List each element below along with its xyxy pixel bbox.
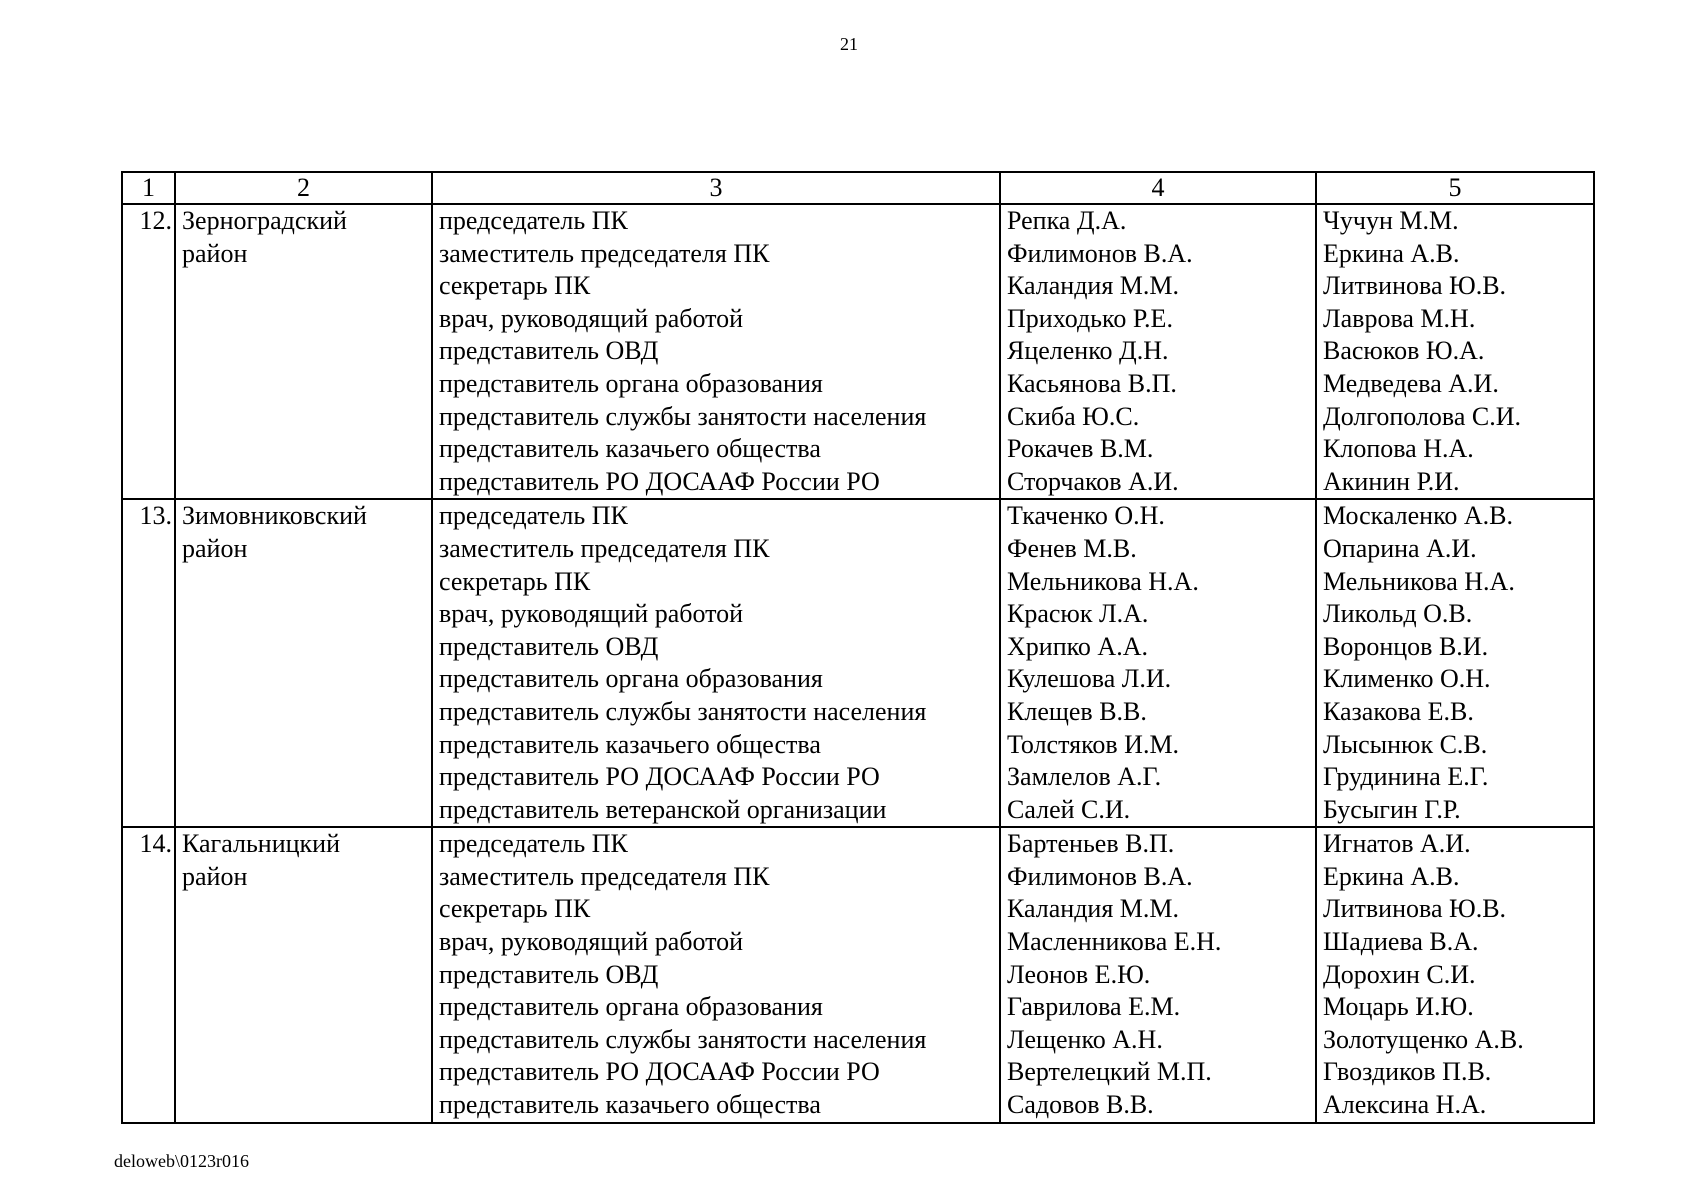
role-cell	[432, 827, 1000, 1122]
role-cell-line: врач, руководящий работой	[439, 927, 744, 957]
member-cell-line: Филимонов В.А.	[1007, 238, 1193, 268]
role-cell	[432, 499, 1000, 827]
role-cell-line: председатель ПК	[439, 501, 628, 531]
member-cell-line: Касьянова В.П.	[1007, 368, 1177, 398]
role-cell-line: представитель органа образования	[439, 368, 823, 398]
district-cell-line: Кагальницкий	[182, 829, 341, 859]
reserve-cell-line: Опарина А.И.	[1323, 533, 1477, 563]
role-cell-line: представитель службы занятости населения	[439, 696, 927, 726]
district-cell-line: район	[182, 238, 248, 268]
role-cell-line: представитель ОВД	[439, 336, 659, 366]
reserve-cell-line: Лаврова М.Н.	[1323, 303, 1476, 333]
header-row	[122, 172, 1594, 204]
member-cell-line: Масленникова Е.Н.	[1007, 927, 1222, 957]
role-cell-line: представитель ОВД	[439, 959, 659, 989]
role-cell-line: заместитель председателя ПК	[439, 238, 770, 268]
table-row	[122, 204, 1594, 499]
reserve-cell-line: Гвоздиков П.В.	[1323, 1057, 1492, 1087]
role-cell-line: представитель РО ДОСААФ России РО	[439, 762, 880, 792]
member-cell-line: Красюк Л.А.	[1007, 599, 1149, 629]
member-cell	[1000, 204, 1316, 499]
reserve-cell-line: Долгополова С.И.	[1323, 401, 1522, 431]
reserve-cell-line: Чучун М.М.	[1323, 206, 1459, 235]
header-col-4: 4	[1000, 172, 1316, 204]
reserve-cell-line: Акинин Р.И.	[1323, 466, 1460, 496]
footer-document-code: deloweb\0123r016	[114, 1151, 249, 1171]
reserve-cell-line: Шадиева В.А.	[1323, 927, 1479, 957]
member-cell-line: Сторчаков А.И.	[1007, 466, 1179, 496]
member-cell-line: Леонов Е.Ю.	[1007, 959, 1151, 989]
reserve-cell-line: Дорохин С.И.	[1323, 959, 1476, 989]
table-header	[122, 172, 1594, 204]
member-cell	[1000, 827, 1316, 1122]
table-row	[122, 499, 1594, 827]
member-cell-line: Каландия М.М.	[1007, 271, 1180, 301]
role-cell-line: представитель ОВД	[439, 631, 659, 661]
reserve-cell-line: Медведева А.И.	[1323, 368, 1499, 398]
reserve-cell-line: Лысынюк С.В.	[1323, 729, 1488, 759]
member-cell-line: Лещенко А.Н.	[1007, 1024, 1163, 1054]
role-cell-line: представитель службы занятости населения	[439, 401, 927, 431]
row-number: 14.	[139, 829, 172, 859]
role-cell-line: представитель РО ДОСААФ России РО	[439, 466, 880, 496]
reserve-cell	[1316, 827, 1594, 1122]
reserve-cell-line: Алексина Н.А.	[1323, 1090, 1487, 1120]
reserve-cell-line: Литвинова Ю.В.	[1323, 271, 1507, 301]
row-number-cell	[122, 204, 175, 499]
row-number-cell	[122, 499, 175, 827]
reserve-cell	[1316, 204, 1594, 499]
reserve-cell-line: Клопова Н.А.	[1323, 434, 1474, 464]
page-number: 21	[840, 34, 858, 54]
table-row	[122, 827, 1594, 1122]
header-col-3: 3	[432, 172, 1000, 204]
role-cell-line: заместитель председателя ПК	[439, 533, 770, 563]
member-cell-line: Гаврилова Е.М.	[1007, 992, 1181, 1022]
role-cell-line: заместитель председателя ПК	[439, 861, 770, 891]
member-cell-line: Фенев М.В.	[1007, 533, 1137, 563]
commission-table	[121, 171, 1595, 1124]
role-cell-line: представитель казачьего общества	[439, 729, 821, 759]
role-cell-line: председатель ПК	[439, 206, 628, 235]
member-cell-line: Салей С.И.	[1007, 794, 1131, 824]
member-cell-line: Замлелов А.Г.	[1007, 762, 1162, 792]
district-cell	[175, 204, 432, 499]
district-cell-line: район	[182, 533, 248, 563]
reserve-cell-line: Бусыгин Г.Р.	[1323, 794, 1461, 824]
member-cell-line: Толстяков И.М.	[1007, 729, 1180, 759]
header-col-2: 2	[175, 172, 432, 204]
member-cell-line: Рокачев В.М.	[1007, 434, 1154, 464]
row-number: 13.	[139, 501, 172, 531]
member-cell-line: Хрипко А.А.	[1007, 631, 1148, 661]
row-number: 12.	[139, 206, 172, 235]
table-body	[122, 204, 1594, 1123]
member-cell-line: Садовов В.В.	[1007, 1090, 1154, 1120]
reserve-cell-line: Воронцов В.И.	[1323, 631, 1489, 661]
member-cell-line: Репка Д.А.	[1007, 206, 1127, 235]
role-cell-line: представитель казачьего общества	[439, 1090, 821, 1120]
reserve-cell-line: Еркина А.В.	[1323, 238, 1460, 268]
member-cell-line: Клещев В.В.	[1007, 696, 1147, 726]
member-cell-line: Филимонов В.А.	[1007, 861, 1193, 891]
reserve-cell-line: Моцарь И.Ю.	[1323, 992, 1474, 1022]
member-cell-line: Вертелецкий М.П.	[1007, 1057, 1212, 1087]
member-cell-line: Каландия М.М.	[1007, 894, 1180, 924]
header-col-1: 1	[122, 172, 175, 204]
role-cell-line: секретарь ПК	[439, 566, 591, 596]
reserve-cell-line: Москаленко А.В.	[1323, 501, 1514, 531]
reserve-cell-line: Казакова Е.В.	[1323, 696, 1474, 726]
reserve-cell	[1316, 499, 1594, 827]
role-cell-line: председатель ПК	[439, 829, 628, 859]
header-col-5: 5	[1316, 172, 1594, 204]
row-number-cell	[122, 827, 175, 1122]
role-cell-line: секретарь ПК	[439, 271, 591, 301]
role-cell-line: представитель службы занятости населения	[439, 1024, 927, 1054]
member-cell-line: Яцеленко Д.Н.	[1007, 336, 1169, 366]
member-cell-line: Мельникова Н.А.	[1007, 566, 1199, 596]
role-cell-line: представитель органа образования	[439, 992, 823, 1022]
role-cell-line: врач, руководящий работой	[439, 303, 744, 333]
member-cell-line: Скиба Ю.С.	[1007, 401, 1140, 431]
reserve-cell-line: Грудинина Е.Г.	[1323, 762, 1489, 792]
reserve-cell-line: Золотущенко А.В.	[1323, 1024, 1524, 1054]
role-cell	[432, 204, 1000, 499]
reserve-cell-line: Игнатов А.И.	[1323, 829, 1471, 859]
district-cell	[175, 499, 432, 827]
reserve-cell-line: Еркина А.В.	[1323, 861, 1460, 891]
reserve-cell-line: Васюков Ю.А.	[1323, 336, 1485, 366]
role-cell-line: представитель РО ДОСААФ России РО	[439, 1057, 880, 1087]
member-cell-line: Кулешова Л.И.	[1007, 664, 1172, 694]
district-cell	[175, 827, 432, 1122]
role-cell-line: представитель казачьего общества	[439, 434, 821, 464]
member-cell-line: Приходько Р.Е.	[1007, 303, 1173, 333]
district-cell-line: Зерноградский	[182, 206, 347, 235]
member-cell-line: Бартеньев В.П.	[1007, 829, 1175, 859]
role-cell-line: секретарь ПК	[439, 894, 591, 924]
member-cell	[1000, 499, 1316, 827]
role-cell-line: представитель органа образования	[439, 664, 823, 694]
district-cell-line: Зимовниковский	[182, 501, 367, 531]
role-cell-line: представитель ветеранской организации	[439, 794, 887, 824]
reserve-cell-line: Клименко О.Н.	[1323, 664, 1491, 694]
reserve-cell-line: Литвинова Ю.В.	[1323, 894, 1507, 924]
member-cell-line: Ткаченко О.Н.	[1007, 501, 1165, 531]
district-cell-line: район	[182, 861, 248, 891]
reserve-cell-line: Мельникова Н.А.	[1323, 566, 1515, 596]
role-cell-line: врач, руководящий работой	[439, 599, 744, 629]
reserve-cell-line: Ликольд О.В.	[1323, 599, 1473, 629]
